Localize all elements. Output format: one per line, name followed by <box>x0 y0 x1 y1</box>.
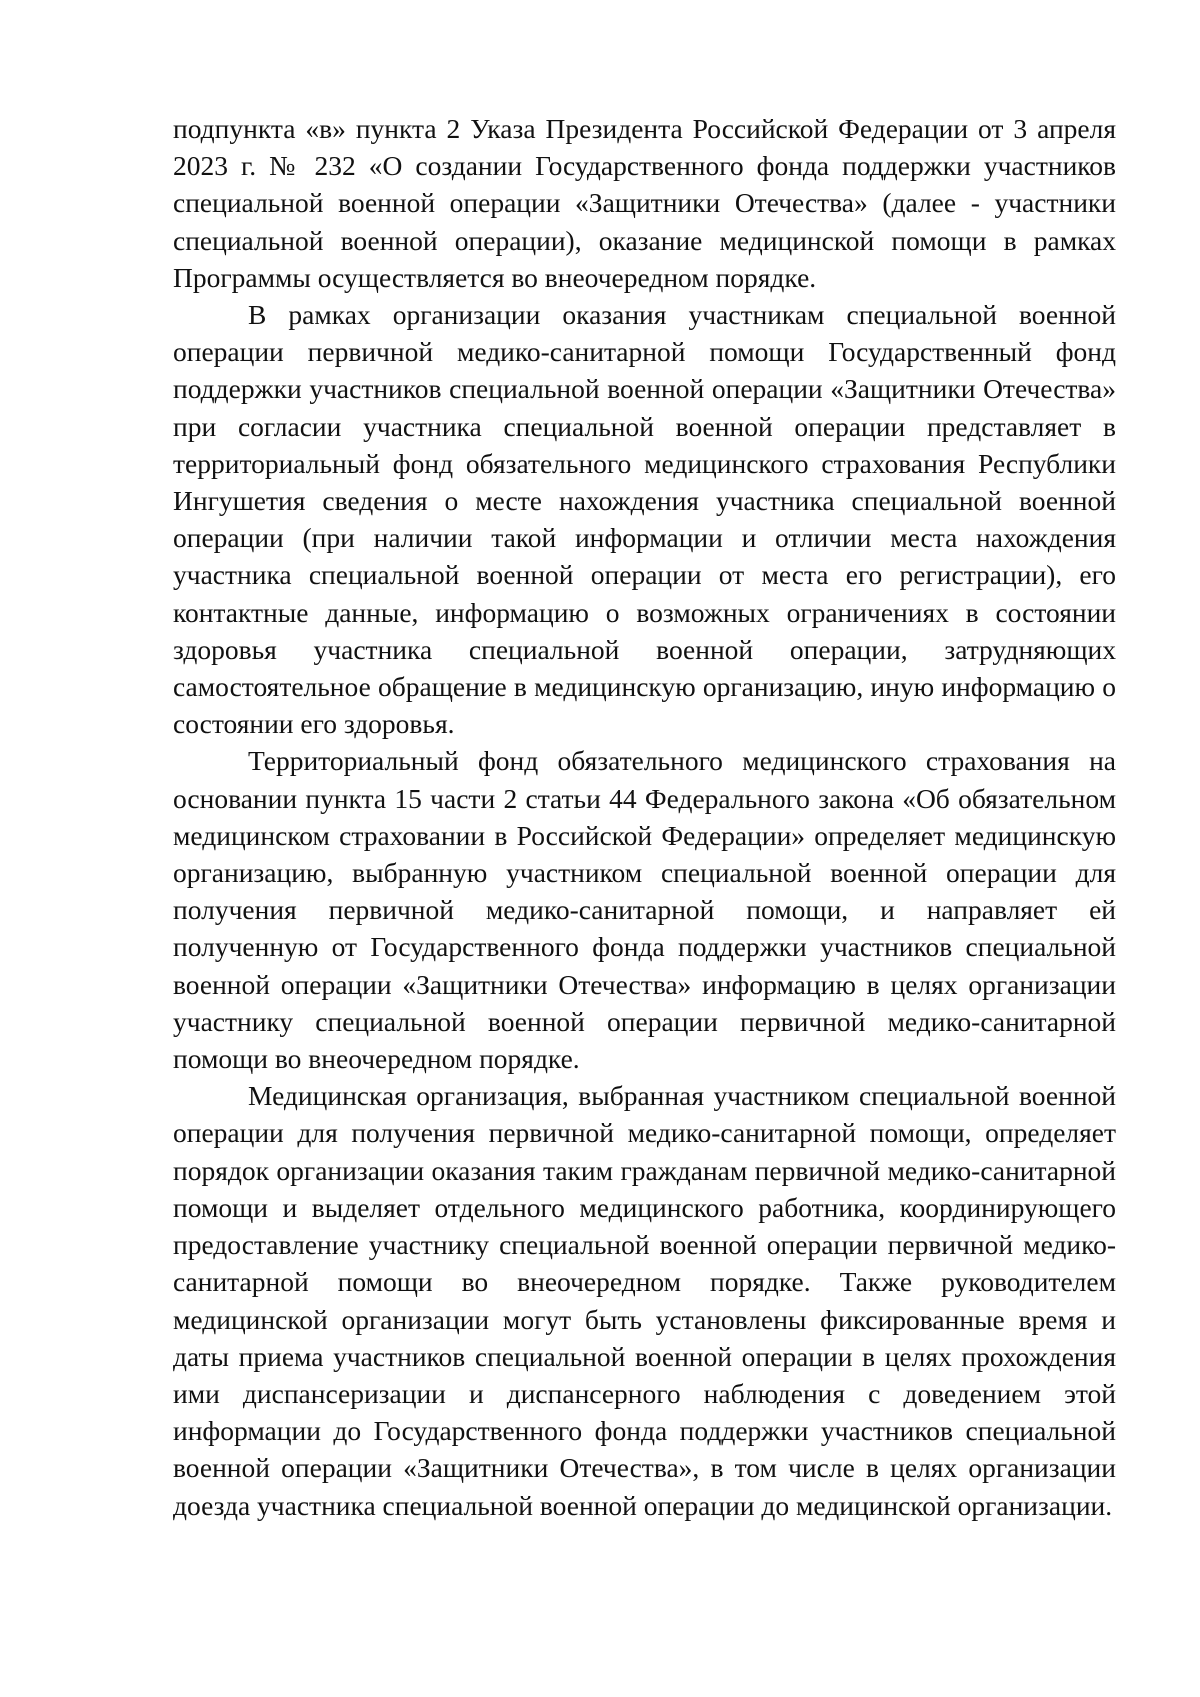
document-body <box>173 110 1116 1524</box>
paragraph-medical-organization: Медицинская организация, выбранная участником специальной военной операции для получения первичной медико-санитарной помощи, определяет порядок организации оказания таким гражданам первичной медико-санитарной помощи и выделяет отдельного медицинского работника, координирующего предоставление участнику специальной военной операции первичной медико-санитарной помощи во внеочередном порядке. Также руководителем медицинской организации могут быть установлены фиксированные время и даты приема участников специальной военной операции в целях прохождения ими диспансеризации и диспансерного наблюдения с доведением этой информации до Государственного фонда поддержки участников специальной военной операции «Защитники Отечества», в том числе в целях организации доезда участника специальной военной операции до медицинской организации. <box>173 1080 1116 1521</box>
paragraph-continuation: подпункта «в» пункта 2 Указа Президента Российской Федерации от 3 апреля 2023 г. № 232 «О создании Государственного фонда поддержки участников специальной военной операции «Защитники Отечества» (далее - участники специальной военной операции), оказание медицинской помощи в рамках Программы осуществляется во внеочередном порядке. <box>173 113 1116 293</box>
paragraph-primary-care-info: В рамках организации оказания участникам специальной военной операции первичной медико-санитарной помощи Государственный фонд поддержки участников специальной военной операции «Защитники Отечества» при согласии участника специальной военной операции представляет в территориальный фонд обязательного медицинского страхования Республики Ингушетия сведения о месте нахождения участника специальной военной операции (при наличии такой информации и отличии места нахождения участника специальной военной операции от места его регистрации), его контактные данные, информацию о возможных ограничениях в состоянии здоровья участника специальной военной операции, затрудняющих самостоятельное обращение в медицинскую организацию, иную информацию о состоянии его здоровья. <box>173 299 1116 740</box>
paragraph-territorial-fund: Территориальный фонд обязательного медицинского страхования на основании пункта 15 части 2 статьи 44 Федерального закона «Об обязательном медицинском страховании в Российской Федерации» определяет медицинскую организацию, выбранную участником специальной военной операции для получения первичной медико-санитарной помощи, и направляет ей полученную от Государственного фонда поддержки участников специальной военной операции «Защитники Отечества» информацию в целях организации участнику специальной военной операции первичной медико-санитарной помощи во внеочередном порядке. <box>173 745 1116 1075</box>
